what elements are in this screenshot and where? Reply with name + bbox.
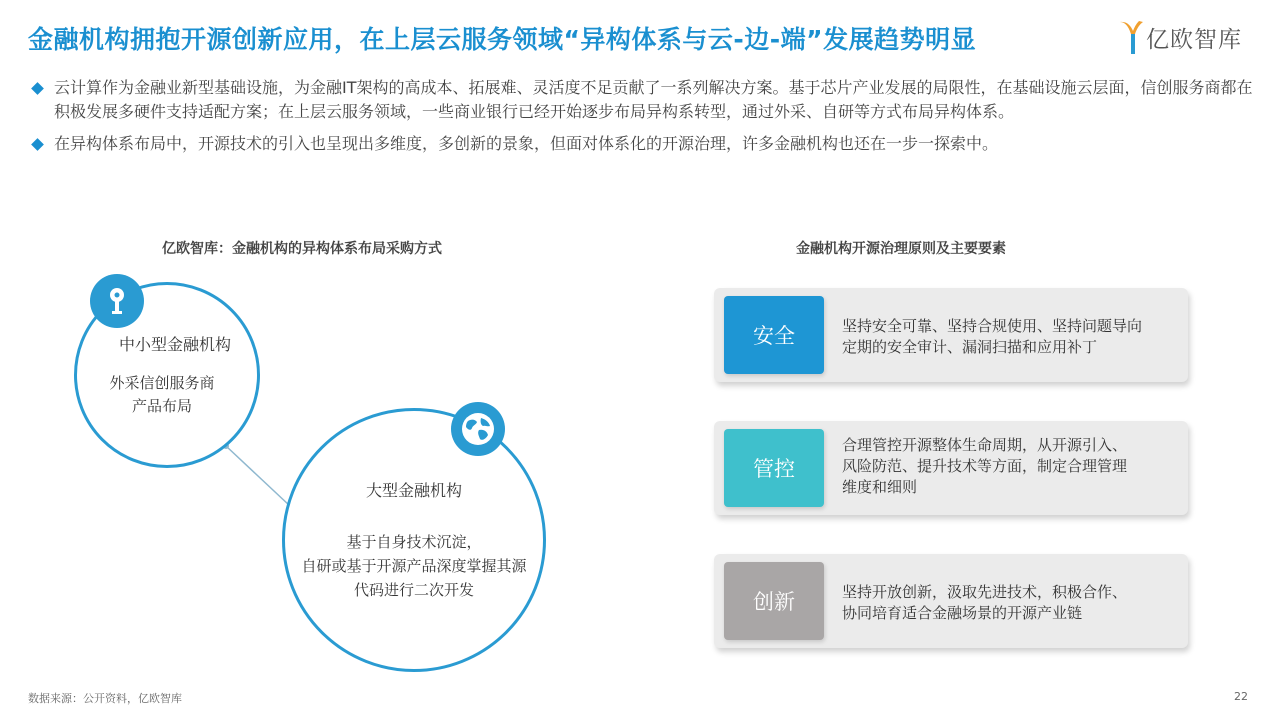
card-text-line: 定期的安全审计、漏洞扫描和应用补丁	[842, 338, 1098, 356]
card-badge: 创新	[724, 562, 824, 640]
principle-card-control	[714, 421, 1188, 515]
large-institution-desc-line3: 代码进行二次开发	[353, 581, 474, 599]
large-institution-desc-line2: 自研或基于开源产品深度掌握其源	[301, 557, 527, 575]
small-institution-title: 中小型金融机构	[118, 335, 231, 354]
bullet-text: 云计算作为金融业新型基础设施，为金融IT架构的高成本、拓展难、灵活度不足贡献了一系列解决方案。基于芯片产业发展的局限性，在基础设施云层面，信创服务商都在积极发展多硬件支持适配方案；在上层云服务领域，一些商业银行已经开始逐步布局异构系转型，通过外采、自研等方式布局异构体系。	[54, 78, 1253, 121]
card-text	[842, 316, 1172, 358]
card-text-line: 协同培育适合金融场景的开源产业链	[842, 604, 1083, 622]
large-institution-title: 大型金融机构	[365, 481, 462, 500]
right-panel-subtitle: 金融机构开源治理原则及主要要素	[796, 241, 1006, 257]
card-text-line: 坚持开放创新，汲取先进技术，积极合作、	[842, 583, 1128, 601]
page-number: 22	[1234, 690, 1248, 703]
card-text-line: 合理管控开源整体生命周期，从开源引入、	[842, 436, 1128, 454]
card-badge: 安全	[724, 296, 824, 374]
principle-card-innovation	[714, 554, 1188, 648]
small-institution-desc-line2: 产品布局	[131, 397, 192, 415]
large-institution-desc-line1: 基于自身技术沉淀，	[346, 533, 482, 551]
keyhole-icon	[90, 274, 144, 328]
page-title: 金融机构拥抱开源创新应用，在上层云服务领域“异构体系与云-边-端”发展趋势明显	[28, 25, 977, 54]
left-panel-subtitle: 亿欧智库：金融机构的异构体系布局采购方式	[162, 241, 442, 257]
principle-card-security	[714, 288, 1188, 382]
card-badge: 管控	[724, 429, 824, 507]
card-text	[842, 582, 1172, 624]
card-text	[842, 435, 1172, 498]
globe-icon	[451, 402, 505, 456]
card-text-line: 风险防范、提升技术等方面，制定合理管理	[842, 457, 1128, 475]
bullet-text: 在异构体系布局中，开源技术的引入也呈现出多维度，多创新的景象，但面对体系化的开源治理，许多金融机构也还在一步一探索中。	[54, 134, 999, 153]
card-text-line: 坚持安全可靠、坚持合规使用、坚持问题导向	[842, 317, 1143, 335]
data-source-note: 数据来源：公开资料，亿欧智库	[28, 692, 182, 705]
card-text-line: 维度和细则	[842, 478, 918, 496]
logo-text: 亿欧智库	[1146, 26, 1242, 53]
small-institution-desc-line1: 外采信创服务商	[109, 374, 215, 392]
